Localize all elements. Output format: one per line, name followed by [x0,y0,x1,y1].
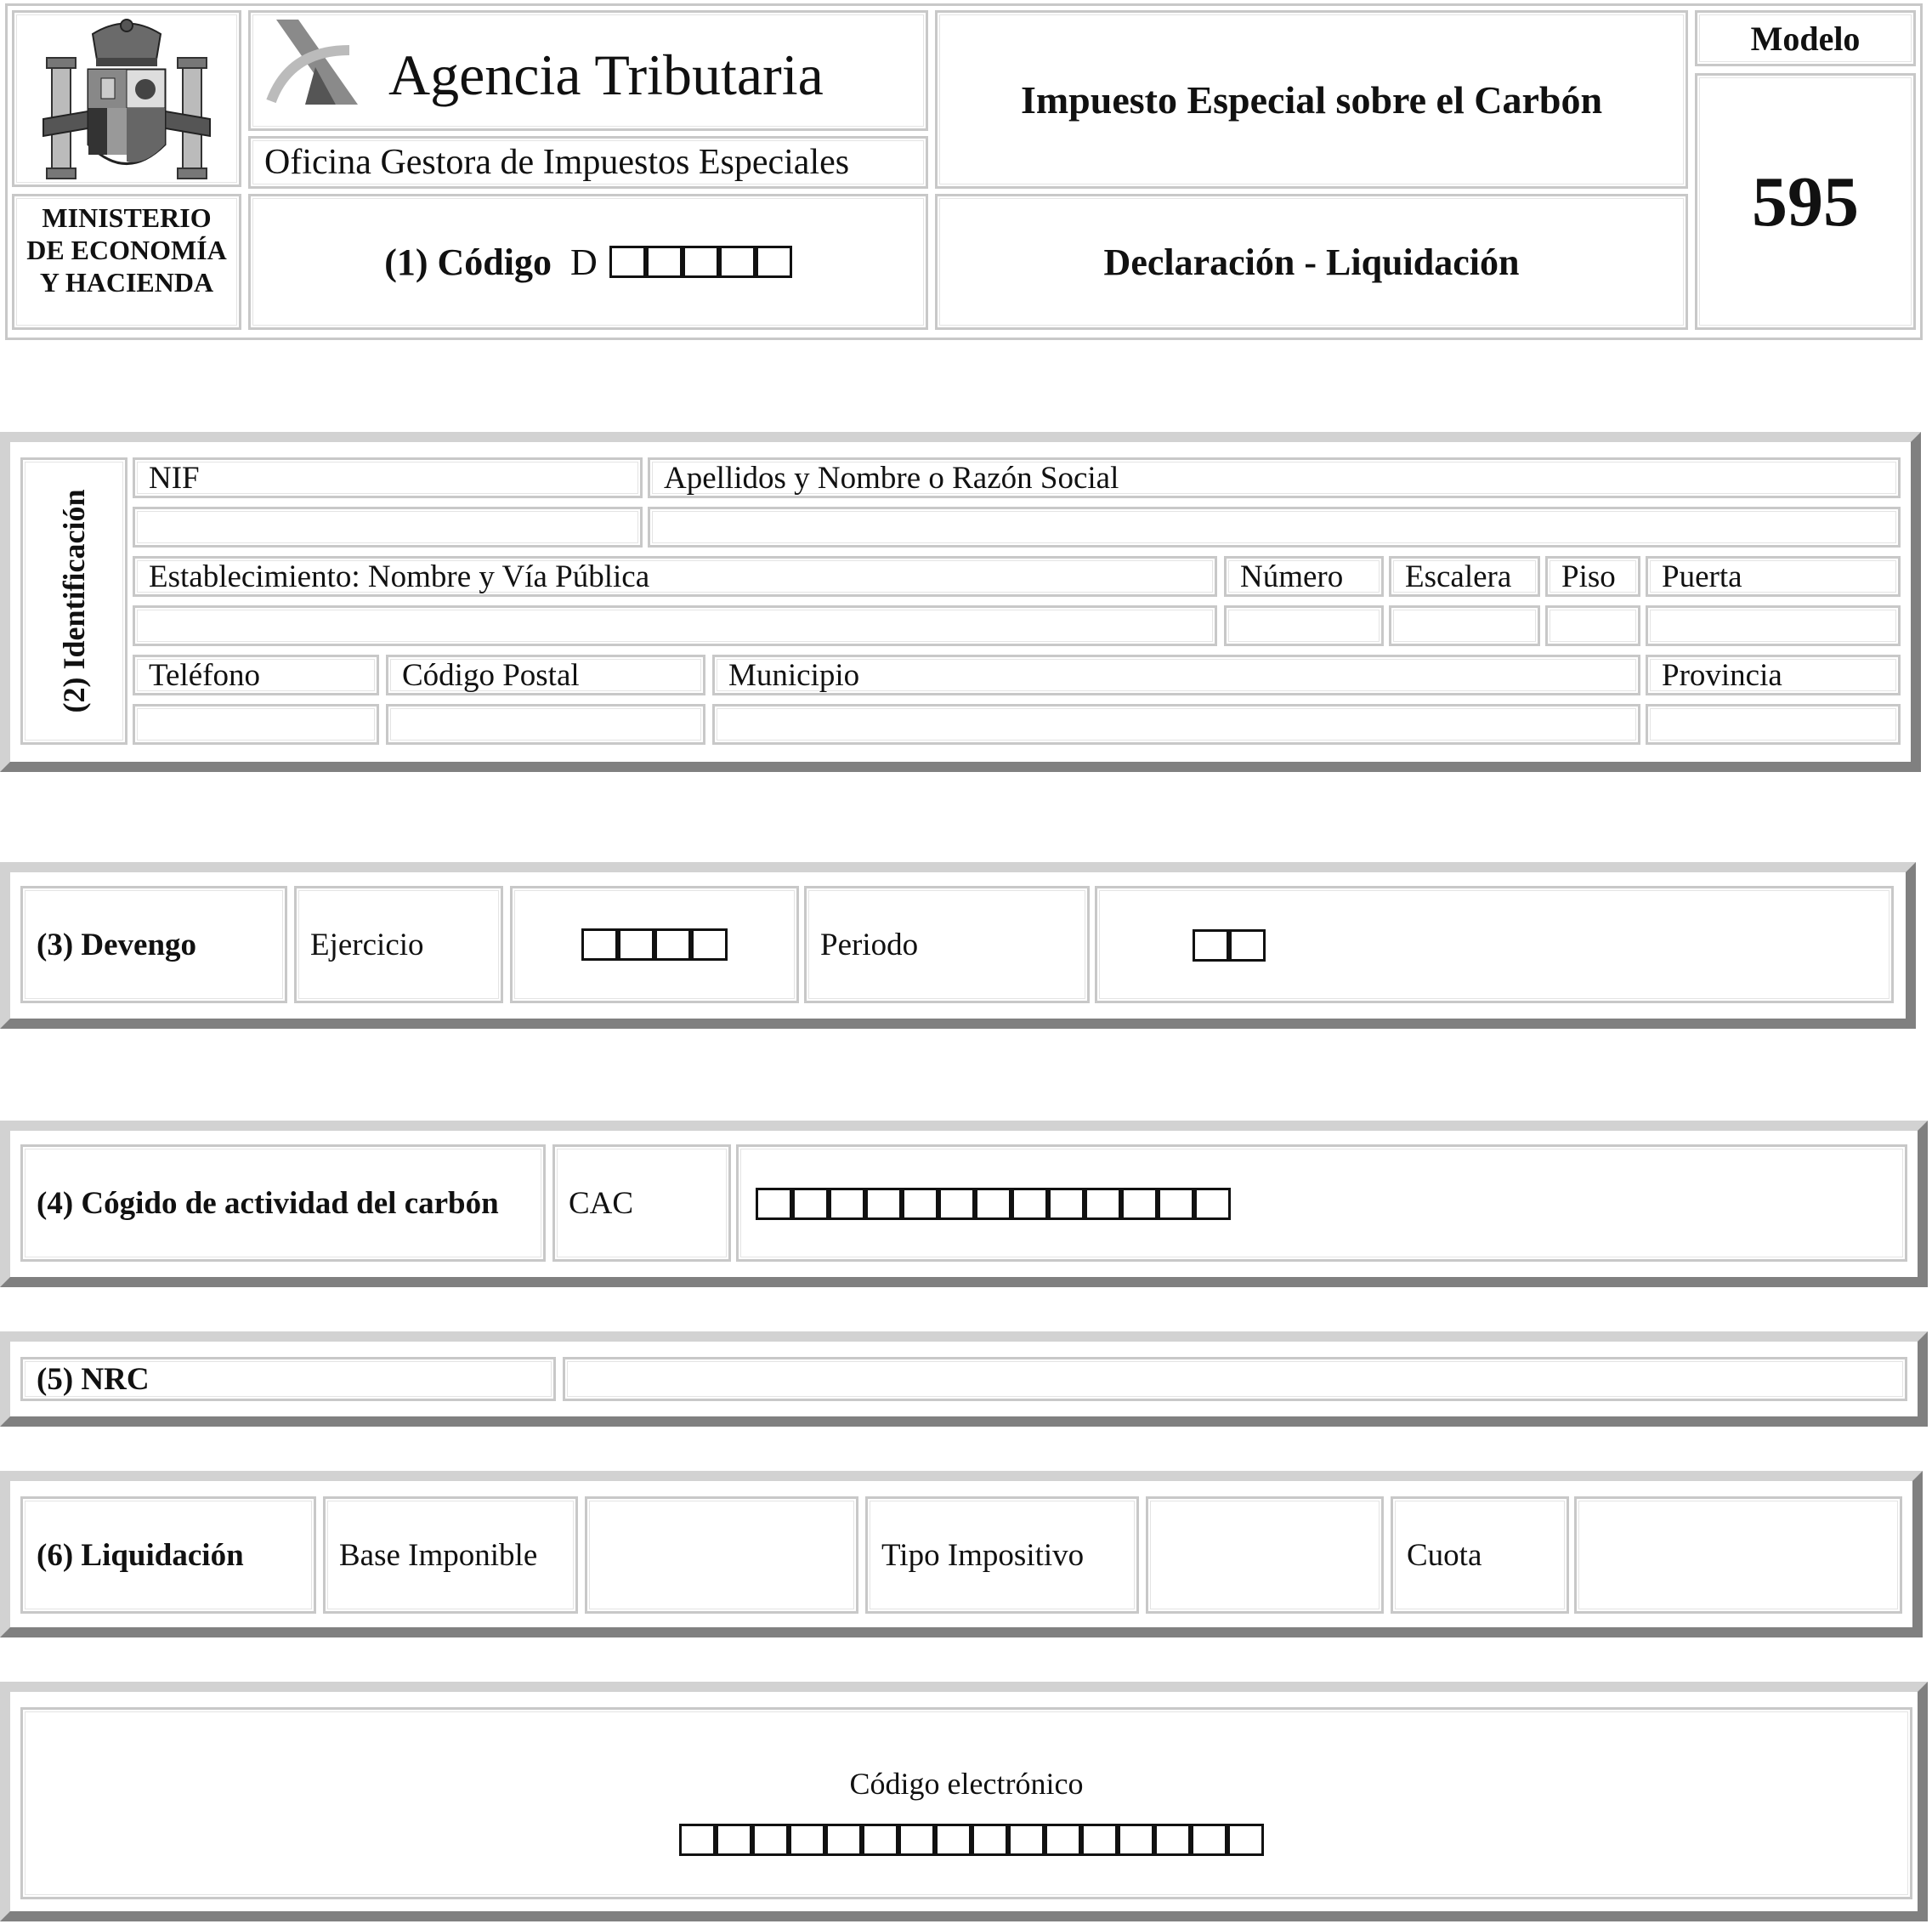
base-label-cell [323,1496,578,1614]
model-label: Modelo [1750,19,1861,58]
char-box[interactable] [719,246,756,278]
base-label: Base Imponible [339,1537,538,1573]
char-box[interactable] [935,1824,972,1856]
model-number-cell [1695,73,1916,330]
stair-input[interactable] [1389,605,1540,646]
stair-label-cell [1389,556,1540,597]
ministry-cell [12,194,241,330]
char-box[interactable] [1008,1824,1045,1856]
establishment-input[interactable] [133,605,1217,646]
province-label-cell [1646,655,1901,695]
code-label: (1) Código [384,241,552,283]
rate-label-cell [865,1496,1139,1614]
char-box[interactable] [865,1188,902,1220]
char-box[interactable] [938,1188,975,1220]
electronic-boxes[interactable] [679,1824,1264,1856]
char-box[interactable] [1158,1188,1194,1220]
char-box[interactable] [972,1824,1008,1856]
char-box[interactable] [829,1188,865,1220]
year-label: Ejercicio [310,927,424,962]
floor-label-cell [1545,556,1640,597]
accrual-label-cell [20,886,287,1003]
year-boxes[interactable] [581,928,728,961]
char-box[interactable] [1229,929,1266,962]
char-box[interactable] [679,1824,716,1856]
door-label-cell [1646,556,1901,597]
office-cell [248,136,928,189]
postal-code-label: Código Postal [402,657,580,693]
char-box[interactable] [691,928,728,961]
code-boxes[interactable] [609,246,792,278]
declaration-cell [935,194,1688,330]
identification-label-cell [20,457,127,745]
char-box[interactable] [1121,1188,1158,1220]
name-input[interactable] [648,507,1901,548]
ministry-name: MINISTERIO DE ECONOMÍA Y HACIENDA [26,202,227,298]
char-box[interactable] [898,1824,935,1856]
char-box[interactable] [756,1188,792,1220]
char-box[interactable] [792,1188,829,1220]
settlement-label-cell [20,1496,316,1614]
postal-code-label-cell [386,655,705,695]
char-box[interactable] [1045,1824,1081,1856]
nrc-input[interactable] [563,1357,1907,1401]
period-label-cell [804,886,1090,1003]
nif-label: NIF [149,460,200,496]
number-label-cell [1224,556,1384,597]
quota-label: Cuota [1407,1537,1482,1573]
accrual-label: (3) Devengo [37,927,197,962]
door-label: Puerta [1662,559,1742,594]
cac-boxes[interactable] [756,1188,1231,1220]
model-number: 595 [1752,162,1859,241]
postal-code-input[interactable] [386,704,705,745]
cac-input-cell [736,1144,1907,1262]
agency-logo [264,16,366,110]
agency-name: Agencia Tributaria [388,43,824,107]
char-box[interactable] [1081,1824,1118,1856]
period-input-cell [1095,886,1894,1003]
char-box[interactable] [1118,1824,1154,1856]
char-box[interactable] [975,1188,1011,1220]
coat-of-arms-cell [12,10,241,187]
char-box[interactable] [683,246,719,278]
year-label-cell [294,886,503,1003]
char-box[interactable] [1048,1188,1085,1220]
model-label-cell [1695,10,1916,66]
char-box[interactable] [789,1824,825,1856]
char-box[interactable] [618,928,654,961]
char-box[interactable] [756,246,792,278]
year-input-cell [510,886,799,1003]
period-boxes[interactable] [1193,929,1266,962]
char-box[interactable] [1085,1188,1121,1220]
rate-input[interactable] [1146,1496,1384,1614]
name-label-cell [648,457,1901,498]
electronic-cell [20,1707,1912,1899]
municipality-input[interactable] [712,704,1640,745]
floor-input[interactable] [1545,605,1640,646]
char-box[interactable] [1227,1824,1264,1856]
cac-label: CAC [569,1185,634,1221]
coat-of-arms-logo [42,17,212,183]
name-label: Apellidos y Nombre o Razón Social [664,460,1119,496]
nif-input[interactable] [133,507,643,548]
establishment-label: Establecimiento: Nombre y Vía Pública [149,559,650,594]
char-box[interactable] [581,928,618,961]
activity-label-cell [20,1144,546,1262]
number-label: Número [1240,559,1344,594]
number-input[interactable] [1224,605,1384,646]
cac-label-cell [552,1144,731,1262]
char-box[interactable] [1191,1824,1227,1856]
identification-label: (2) Identificación [57,489,91,713]
door-input[interactable] [1646,605,1901,646]
period-label: Periodo [820,927,919,962]
phone-label-cell [133,655,379,695]
char-box[interactable] [609,246,646,278]
province-input[interactable] [1646,704,1901,745]
tax-title-cell [935,10,1688,189]
nrc-label: (5) NRC [37,1361,150,1397]
phone-label: Teléfono [149,657,260,693]
office-name: Oficina Gestora de Impuestos Especiales [264,143,850,182]
nif-label-cell [133,457,643,498]
declaration-title: Declaración - Liquidación [1103,241,1520,283]
code-prefix: D [570,241,598,283]
tax-title: Impuesto Especial sobre el Carbón [1020,77,1603,122]
quota-label-cell [1391,1496,1569,1614]
char-box[interactable] [1194,1188,1231,1220]
code-cell [248,194,928,330]
phone-input[interactable] [133,704,379,745]
char-box[interactable] [646,246,683,278]
char-box[interactable] [1011,1188,1048,1220]
stair-label: Escalera [1405,559,1512,594]
char-box[interactable] [1154,1824,1191,1856]
establishment-label-cell [133,556,1217,597]
nrc-label-cell [20,1357,556,1401]
char-box[interactable] [825,1824,862,1856]
char-box[interactable] [862,1824,898,1856]
activity-label: (4) Cógido de actividad del carbón [37,1185,499,1221]
electronic-label: Código electrónico [849,1767,1084,1801]
settlement-label: (6) Liquidación [37,1537,244,1573]
char-box[interactable] [902,1188,938,1220]
municipality-label: Municipio [728,657,860,693]
municipality-label-cell [712,655,1640,695]
char-box[interactable] [1193,929,1229,962]
base-input[interactable] [585,1496,858,1614]
agency-cell [248,10,928,131]
char-box[interactable] [716,1824,752,1856]
rate-label: Tipo Impositivo [881,1537,1085,1573]
quota-input[interactable] [1574,1496,1902,1614]
char-box[interactable] [654,928,691,961]
province-label: Provincia [1662,657,1782,693]
floor-label: Piso [1561,559,1616,594]
char-box[interactable] [752,1824,789,1856]
